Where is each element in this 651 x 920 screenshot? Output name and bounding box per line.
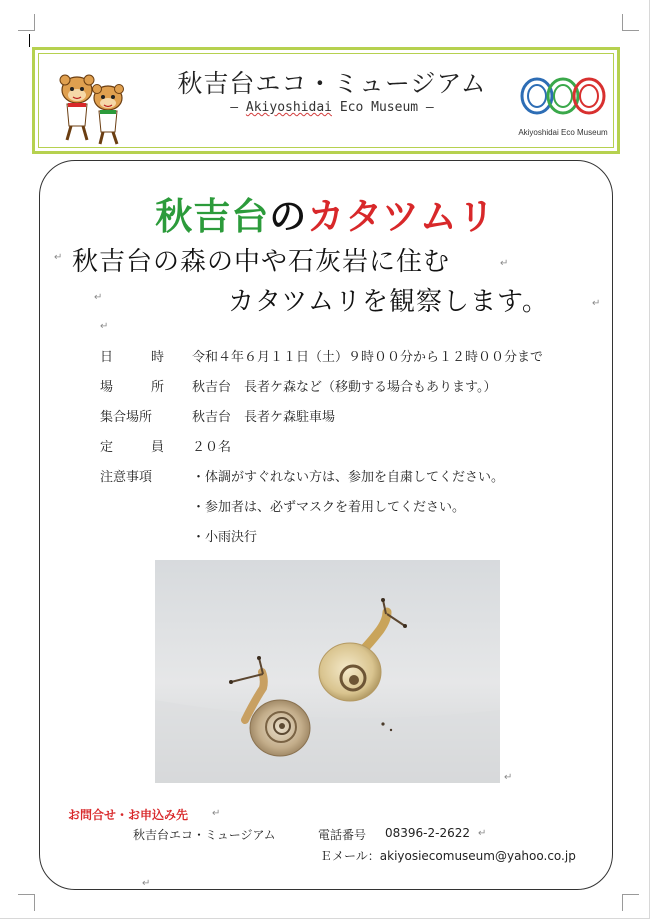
paragraph-mark: ↵: [212, 808, 221, 819]
paragraph-mark: ↵: [592, 298, 601, 309]
text-cursor: [29, 34, 30, 47]
paragraph-mark: ↵: [504, 772, 513, 783]
detail-value: ２０名: [192, 440, 232, 455]
flyer-headline: [0, 186, 651, 240]
detail-label: 定員: [100, 440, 203, 455]
header-subtitle-rest: Eco Museum —: [332, 100, 434, 115]
headline-particle: の: [269, 195, 308, 238]
header-banner: [32, 47, 620, 154]
detail-value: 令和４年６月１１日（土）９時００分から１２時００分まで: [192, 350, 544, 365]
paragraph-mark: ↵: [54, 252, 63, 263]
detail-value: ・体調がすぐれない方は、参加を自粛してください。: [192, 470, 505, 485]
detail-label: 日時: [100, 350, 203, 365]
crop-mark-bottom-left: [18, 894, 35, 911]
contact-org: 秋吉台エコ・ミュージアム: [133, 828, 276, 842]
paragraph-mark: ↵: [500, 258, 509, 269]
lead-line-2: カタツムリを観察します。: [228, 287, 549, 317]
detail-label: 場所: [100, 380, 203, 395]
detail-label: 集合場所: [100, 410, 153, 425]
logo-text: Akiyoshidai Eco Museum: [518, 128, 608, 137]
crop-mark-top-left: [18, 14, 35, 31]
paragraph-mark: ↵: [478, 828, 487, 839]
logo-circles-icon: [513, 70, 613, 128]
detail-label: 注意事項: [100, 470, 153, 485]
eco-museum-logo: [513, 70, 613, 148]
headline-place: 秋吉台: [155, 195, 270, 238]
crop-mark-bottom-right: [622, 894, 639, 911]
header-inner-border: [38, 53, 614, 148]
contact-org-line: [133, 826, 471, 843]
paragraph-mark: ↵: [100, 321, 109, 332]
header-subtitle-name: Akiyoshidai: [245, 100, 332, 115]
header-subtitle: [157, 100, 507, 115]
paragraph-mark: ↵: [142, 878, 151, 889]
mascot-characters-image: [53, 68, 133, 148]
header-title: 秋吉台エコ・ミュージアム: [177, 69, 487, 98]
contact-tel: 08396-2-2622: [385, 826, 471, 840]
contact-email[interactable]: Ｅメール：akiyosiecomuseum@yahoo.co.jp: [320, 849, 576, 863]
contact-heading: お問合せ・お申込み先: [68, 808, 189, 822]
paragraph-mark: ↵: [94, 292, 103, 303]
snail-photo: [155, 560, 500, 783]
lead-line-1: 秋吉台の森の中や石灰岩に住む: [72, 247, 451, 277]
detail-value: 秋吉台 長者ケ森駐車場: [192, 410, 336, 425]
detail-value: 秋吉台 長者ケ森など（移動する場合もあります。）: [192, 380, 497, 395]
headline-snail: カタツムリ: [307, 195, 496, 238]
detail-value: ・参加者は、必ずマスクを着用してください。: [192, 500, 466, 515]
crop-mark-top-right: [622, 14, 639, 31]
contact-tel-label: 電話番号: [318, 828, 367, 842]
header-subtitle-prefix: —: [230, 100, 246, 115]
detail-value: ・小雨決行: [192, 530, 258, 545]
